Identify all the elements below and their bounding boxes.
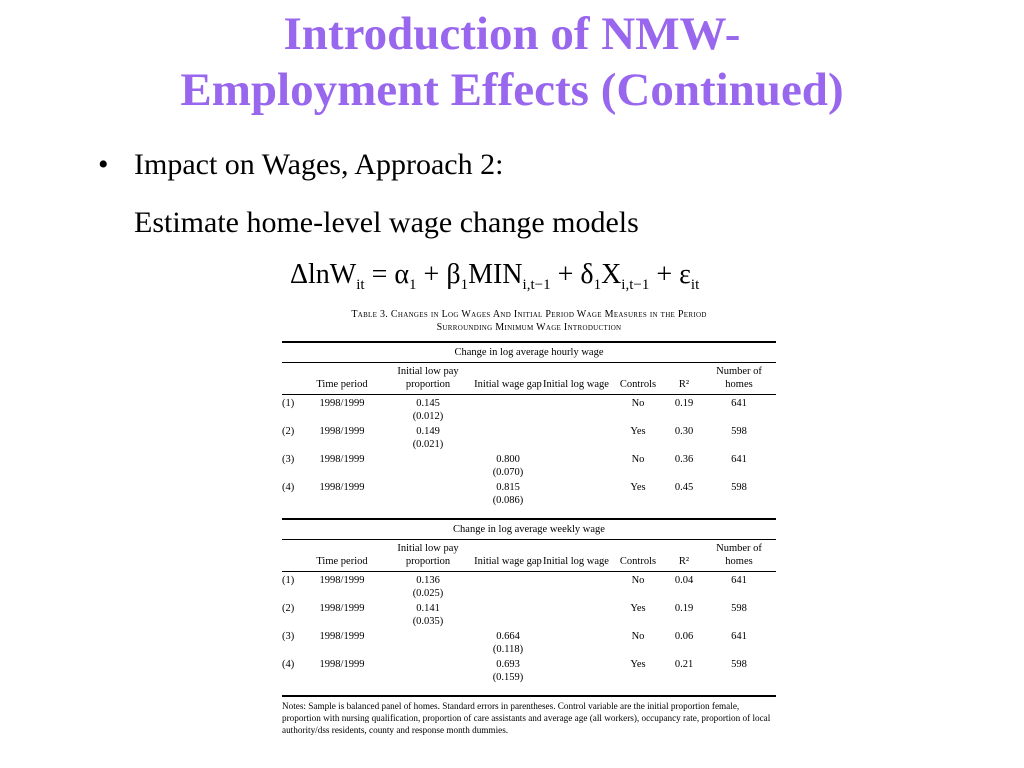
std-error: (0.118) (492, 644, 524, 655)
cell-low-pay (382, 425, 474, 453)
cell-period: 1998/1999 (319, 603, 365, 614)
cell-wage-gap (474, 574, 542, 602)
bullet-subtext: Estimate home-level wage change models (134, 206, 639, 239)
table-header-row (282, 363, 776, 394)
coef: 0.800 (496, 454, 520, 465)
row-index: (3) (282, 631, 295, 642)
coef: 0.693 (496, 659, 520, 670)
header-controls: Controls (619, 379, 657, 390)
cell-homes: 641 (731, 398, 747, 409)
cell-r2: 0.06 (674, 631, 694, 642)
cell-wage-gap (474, 425, 542, 453)
cell-log-wage (542, 630, 610, 658)
title-line-1: Introduction of NMW- (283, 8, 741, 60)
cell-period: 1998/1999 (319, 454, 365, 465)
std-error: (0.070) (492, 467, 524, 478)
cell-log-wage (542, 602, 610, 630)
cell-low-pay (382, 481, 474, 509)
cell-low-pay (382, 602, 474, 630)
cell-log-wage (542, 574, 610, 602)
cell-period: 1998/1999 (319, 482, 365, 493)
cell-controls: Yes (630, 482, 646, 493)
cell-wage-gap (474, 453, 542, 481)
std-error: (0.021) (412, 439, 444, 450)
cell-r2: 0.30 (674, 426, 694, 437)
cell-r2: 0.04 (674, 575, 694, 586)
coef: 0.149 (416, 426, 440, 437)
bullet-point (98, 147, 503, 183)
cell-period: 1998/1999 (319, 659, 365, 670)
eq-x-sub: i,t−1 (621, 277, 650, 293)
cell-period: 1998/1999 (319, 631, 365, 642)
header-r2: R² (678, 379, 690, 390)
cell-low-pay (382, 658, 474, 686)
header-low-pay: Initial low pay proportion (397, 366, 459, 390)
cell-wage-gap (474, 602, 542, 630)
eq-min: MIN (468, 259, 523, 290)
cell-homes: 598 (731, 659, 747, 670)
std-error: (0.086) (492, 495, 524, 506)
table-row (282, 453, 776, 481)
title-line-2: Employment Effects (Continued) (180, 64, 844, 116)
eq-beta: + β (416, 259, 461, 290)
table-title-line-1: Table 3. Changes in Log Wages And Initial Period Wage Measures in the Period (351, 309, 707, 320)
panel-weekly-wage (282, 518, 776, 686)
cell-wage-gap (474, 658, 542, 686)
row-index: (2) (282, 603, 295, 614)
cell-controls: Yes (630, 426, 646, 437)
table-header-row (282, 540, 776, 571)
eq-min-sub: i,t−1 (522, 277, 551, 293)
eq-lhs: ΔlnW (290, 259, 357, 290)
cell-homes: 641 (731, 631, 747, 642)
cell-log-wage (542, 481, 610, 509)
cell-period: 1998/1999 (319, 398, 365, 409)
table-notes: Notes: Sample is balanced panel of homes. Standard errors in parentheses. Control variable are the initial proportion female, proportion with nursing qualification, proportion of care assistants and average age (all workers), occupancy rate, proportion of local authority/dss residents, county and response month dummies. (282, 695, 776, 736)
panel-caption: Change in log average weekly wage (453, 524, 605, 535)
cell-wage-gap (474, 397, 542, 425)
bullet-icon: • (98, 148, 109, 181)
coef: 0.141 (416, 603, 440, 614)
cell-homes: 641 (731, 575, 747, 586)
header-homes: Number of homes (716, 543, 762, 567)
cell-period: 1998/1999 (319, 575, 365, 586)
cell-controls: No (631, 575, 645, 586)
panel-hourly-wage (282, 341, 776, 509)
cell-r2: 0.45 (674, 482, 694, 493)
eq-delta: + δ (550, 259, 594, 290)
panel-caption: Change in log average hourly wage (454, 347, 604, 358)
cell-log-wage (542, 425, 610, 453)
cell-controls: Yes (630, 603, 646, 614)
cell-homes: 598 (731, 603, 747, 614)
header-wage-gap: Initial wage gap (474, 379, 542, 390)
cell-homes: 641 (731, 454, 747, 465)
table-row (282, 425, 776, 453)
cell-controls: No (631, 454, 645, 465)
coef: 0.145 (416, 398, 440, 409)
bullet-text: Impact on Wages, Approach 2: (134, 148, 504, 181)
std-error: (0.012) (412, 411, 444, 422)
slide-title (0, 6, 1024, 118)
cell-controls: No (631, 398, 645, 409)
table-row (282, 602, 776, 630)
cell-controls: No (631, 631, 645, 642)
table-row (282, 630, 776, 658)
table-row (282, 658, 776, 686)
row-index: (4) (282, 482, 295, 493)
cell-homes: 598 (731, 482, 747, 493)
header-log-wage: Initial log wage (543, 556, 609, 567)
header-low-pay: Initial low pay proportion (397, 543, 459, 567)
header-time-period: Time period (316, 379, 368, 390)
row-index: (3) (282, 454, 295, 465)
header-time-period: Time period (316, 556, 368, 567)
eq-beta-sub: 1 (460, 277, 469, 293)
cell-low-pay (382, 630, 474, 658)
cell-log-wage (542, 453, 610, 481)
eq-epsilon: + ε (649, 259, 691, 290)
wage-change-equation (290, 258, 699, 302)
cell-r2: 0.36 (674, 454, 694, 465)
header-controls: Controls (619, 556, 657, 567)
header-log-wage: Initial log wage (543, 379, 609, 390)
cell-low-pay (382, 453, 474, 481)
coef: 0.136 (416, 575, 440, 586)
cell-period: 1998/1999 (319, 426, 365, 437)
cell-controls: Yes (630, 659, 646, 670)
table-title (282, 308, 776, 334)
cell-low-pay (382, 397, 474, 425)
std-error: (0.025) (412, 588, 444, 599)
row-index: (1) (282, 575, 295, 586)
eq-x: X (601, 259, 622, 290)
cell-log-wage (542, 397, 610, 425)
coef: 0.815 (496, 482, 520, 493)
eq-alpha-sub: 1 (409, 277, 417, 293)
eq-delta-sub: 1 (593, 277, 602, 293)
header-r2: R² (678, 556, 690, 567)
cell-wage-gap (474, 630, 542, 658)
cell-log-wage (542, 658, 610, 686)
row-index: (4) (282, 659, 295, 670)
cell-wage-gap (474, 481, 542, 509)
row-index: (2) (282, 426, 295, 437)
header-homes: Number of homes (716, 366, 762, 390)
cell-low-pay (382, 574, 474, 602)
std-error: (0.159) (492, 672, 524, 683)
eq-epsilon-sub: it (690, 277, 700, 293)
table-title-line-2: Surrounding Minimum Wage Introduction (436, 322, 622, 333)
cell-r2: 0.19 (674, 398, 694, 409)
table-row (282, 574, 776, 602)
table-row (282, 481, 776, 509)
cell-r2: 0.21 (674, 659, 694, 670)
cell-homes: 598 (731, 426, 747, 437)
table-row (282, 397, 776, 425)
eq-alpha: = α (364, 259, 410, 290)
cell-r2: 0.19 (674, 603, 694, 614)
header-wage-gap: Initial wage gap (474, 556, 542, 567)
row-index: (1) (282, 398, 295, 409)
std-error: (0.035) (412, 616, 444, 627)
table-body (282, 572, 776, 686)
table-body (282, 395, 776, 509)
coef: 0.664 (496, 631, 520, 642)
eq-lhs-sub: it (356, 277, 365, 293)
